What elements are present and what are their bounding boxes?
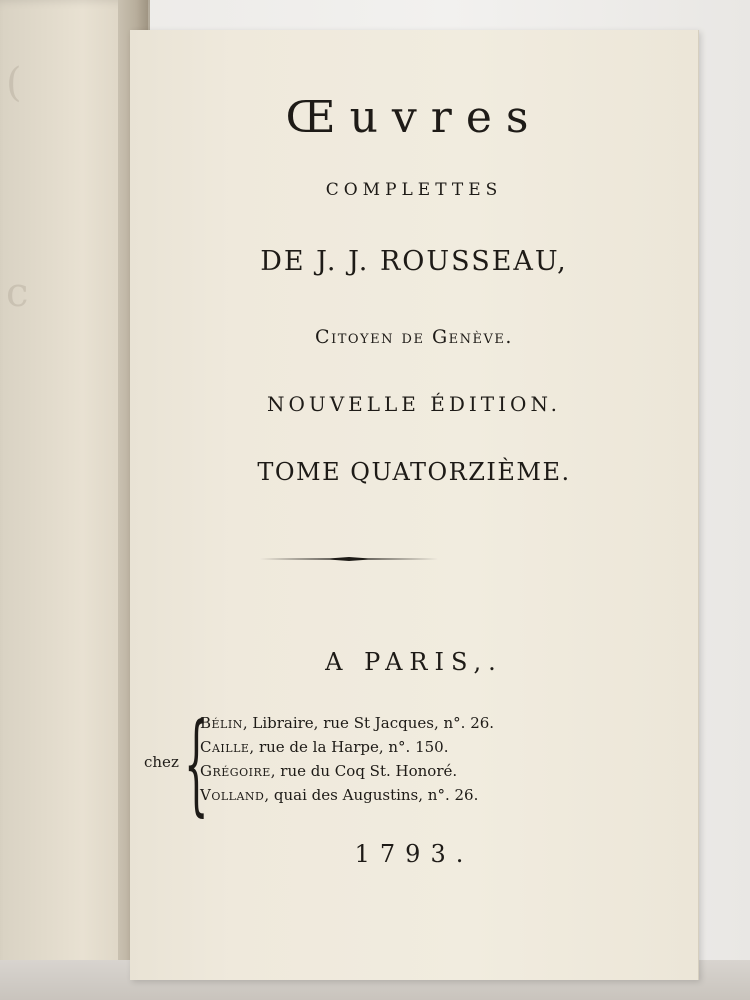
place-of-publication: A PARIS,. xyxy=(325,648,503,676)
book-title: Œuvres xyxy=(285,92,543,143)
book-subtitle: COMPLETTES xyxy=(325,180,503,200)
edition-line: NOUVELLE ÉDITION. xyxy=(266,392,562,416)
publisher-line xyxy=(200,738,448,756)
title-page xyxy=(130,30,699,980)
publisher-name: Caille xyxy=(200,738,250,756)
citizenship-line: Citoyen de Genève. xyxy=(315,326,513,348)
ornamental-rule xyxy=(260,556,438,562)
faint-show-through: ( xyxy=(6,60,26,106)
publisher-line xyxy=(200,714,494,732)
publisher-imprint xyxy=(140,699,688,838)
publication-year: 1793. xyxy=(354,840,474,868)
publisher-address: , rue du Coq St. Honoré. xyxy=(270,762,458,780)
chez-label: chez xyxy=(144,753,179,771)
publisher-address: , quai des Augustins, n°. 26. xyxy=(264,786,479,804)
publisher-name: Volland xyxy=(200,786,265,804)
publisher-address: , Libraire, rue St Jacques, n°. 26. xyxy=(242,714,495,732)
volume-line: TOME QUATORZIÈME. xyxy=(257,458,571,486)
publisher-line xyxy=(200,786,478,804)
publisher-line xyxy=(200,762,457,780)
author-line: DE J. J. ROUSSEAU, xyxy=(260,246,568,277)
publisher-name: Grégoire xyxy=(200,762,271,780)
publisher-name: Bélin xyxy=(200,714,243,732)
faint-show-through: c xyxy=(6,270,33,316)
publisher-address: , rue de la Harpe, n°. 150. xyxy=(249,738,449,756)
curly-brace: { xyxy=(184,699,209,827)
